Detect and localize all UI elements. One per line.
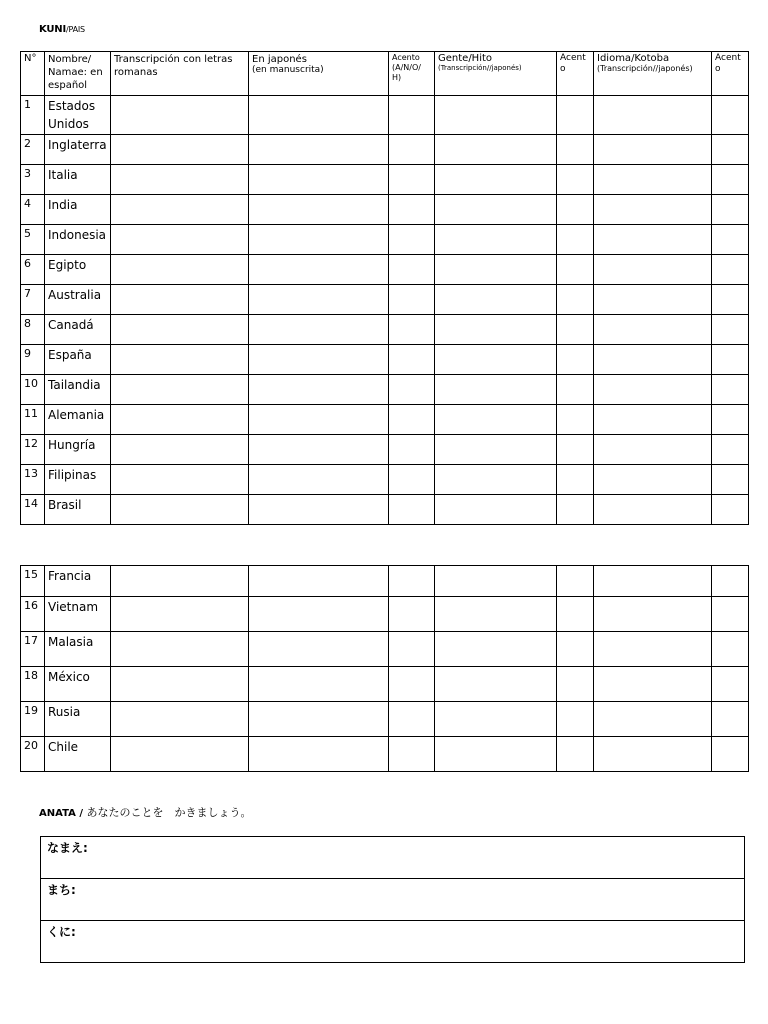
country-name: Francia [45,566,111,597]
answer-cell[interactable] [111,285,249,315]
table-row [21,345,749,375]
answer-cell[interactable] [435,135,557,165]
anata-bold: ANATA / [39,808,83,819]
table-row [21,632,749,667]
answer-cell[interactable] [712,435,749,465]
answer-cell[interactable] [389,435,435,465]
col-header-people: Gente/Hito (Transcripción//japonés) [435,52,557,96]
table-row [21,566,749,597]
answer-cell[interactable] [111,255,249,285]
answer-cell[interactable] [389,405,435,435]
row-number: 17 [21,632,45,667]
table-row [21,405,749,435]
answer-cell[interactable] [557,165,594,195]
answer-cell[interactable] [389,667,435,702]
answer-cell[interactable] [712,667,749,702]
answer-cell[interactable] [249,96,389,135]
table-row [21,135,749,165]
row-number: 3 [21,165,45,195]
answer-cell[interactable] [594,435,712,465]
answer-cell[interactable] [111,566,249,597]
answer-cell[interactable] [557,597,594,632]
answer-cell[interactable] [111,495,249,525]
table-row [21,375,749,405]
answer-cell[interactable] [712,225,749,255]
row-number: 16 [21,597,45,632]
answer-cell[interactable] [557,495,594,525]
row-number: 14 [21,495,45,525]
personal-info-table [40,836,745,963]
country-name: México [45,667,111,702]
row-number: 1 [21,96,45,135]
answer-cell[interactable] [111,597,249,632]
country-name: Indonesia [45,225,111,255]
answer-cell[interactable] [389,375,435,405]
answer-cell[interactable] [435,632,557,667]
answer-cell[interactable] [111,135,249,165]
answer-cell[interactable] [249,737,389,772]
answer-cell[interactable] [249,135,389,165]
answer-cell[interactable] [712,405,749,435]
answer-cell[interactable] [712,702,749,737]
country-name: Estados Unidos [45,96,111,135]
table-row [21,255,749,285]
country-name: Rusia [45,702,111,737]
country-field[interactable]: くに: [41,921,745,963]
answer-cell[interactable] [435,165,557,195]
answer-cell[interactable] [712,566,749,597]
answer-cell[interactable] [249,255,389,285]
country-name: Filipinas [45,465,111,495]
table-row [21,225,749,255]
answer-cell[interactable] [389,225,435,255]
answer-cell[interactable] [435,225,557,255]
info-row-country [41,921,745,963]
answer-cell[interactable] [435,566,557,597]
table-row [21,195,749,225]
row-number: 9 [21,345,45,375]
answer-cell[interactable] [389,96,435,135]
answer-cell[interactable] [111,737,249,772]
answer-cell[interactable] [594,597,712,632]
col-header-romaji: Transcripción con letras romanas [111,52,249,96]
answer-cell[interactable] [557,96,594,135]
answer-cell[interactable] [111,632,249,667]
col-header-name: Nombre/ Namae: en español [45,52,111,96]
row-number: 18 [21,667,45,702]
country-name: Egipto [45,255,111,285]
answer-cell[interactable] [435,737,557,772]
town-field[interactable]: まち: [41,879,745,921]
table-row [21,465,749,495]
answer-cell[interactable] [712,495,749,525]
answer-cell[interactable] [594,225,712,255]
answer-cell[interactable] [557,667,594,702]
answer-cell[interactable] [594,135,712,165]
country-name: Tailandia [45,375,111,405]
table-row [21,667,749,702]
table-row [21,315,749,345]
answer-cell[interactable] [111,195,249,225]
country-name: Alemania [45,405,111,435]
answer-cell[interactable] [712,285,749,315]
answer-cell[interactable] [594,375,712,405]
country-name: Vietnam [45,597,111,632]
countries-table-1 [20,51,749,525]
answer-cell[interactable] [111,465,249,495]
row-number: 12 [21,435,45,465]
answer-cell[interactable] [249,225,389,255]
table-row [21,435,749,465]
answer-cell[interactable] [712,255,749,285]
answer-cell[interactable] [389,702,435,737]
answer-cell[interactable] [712,737,749,772]
answer-cell[interactable] [249,632,389,667]
answer-cell[interactable] [594,737,712,772]
answer-cell[interactable] [389,345,435,375]
table-row [21,597,749,632]
info-row-town [41,879,745,921]
page-title [39,24,85,35]
col-header-japanese: En japonés (en manuscrita) [249,52,389,96]
answer-cell[interactable] [557,375,594,405]
table-row [21,285,749,315]
row-number: 7 [21,285,45,315]
answer-cell[interactable] [594,632,712,667]
answer-cell[interactable] [557,702,594,737]
answer-cell[interactable] [249,345,389,375]
answer-cell[interactable] [557,632,594,667]
answer-cell[interactable] [594,345,712,375]
country-name: Hungría [45,435,111,465]
answer-cell[interactable] [435,667,557,702]
col-header-accent-3: Acent o [712,52,749,96]
answer-cell[interactable] [111,315,249,345]
answer-cell[interactable] [594,667,712,702]
answer-cell[interactable] [557,345,594,375]
answer-cell[interactable] [594,465,712,495]
answer-cell[interactable] [712,135,749,165]
countries-table-2 [20,565,749,772]
answer-cell[interactable] [712,165,749,195]
row-number: 11 [21,405,45,435]
row-number: 2 [21,135,45,165]
answer-cell[interactable] [249,667,389,702]
answer-cell[interactable] [249,195,389,225]
answer-cell[interactable] [435,405,557,435]
table-row [21,96,749,135]
answer-cell[interactable] [435,255,557,285]
col-header-accent: Acento (A/N/O/ H) [389,52,435,96]
table-row [21,737,749,772]
answer-cell[interactable] [111,345,249,375]
table-row [21,165,749,195]
col-header-language: Idioma/Kotoba (Transcripción//japonés) [594,52,712,96]
answer-cell[interactable] [249,405,389,435]
answer-cell[interactable] [389,737,435,772]
answer-cell[interactable] [557,255,594,285]
col-header-number: N° [21,52,45,96]
title-bold: KUNI [39,24,66,35]
answer-cell[interactable] [712,345,749,375]
answer-cell[interactable] [389,566,435,597]
answer-cell[interactable] [389,315,435,345]
country-name: Chile [45,737,111,772]
answer-cell[interactable] [594,195,712,225]
country-name: Italia [45,165,111,195]
row-number: 20 [21,737,45,772]
row-number: 8 [21,315,45,345]
row-number: 4 [21,195,45,225]
answer-cell[interactable] [389,195,435,225]
answer-cell[interactable] [557,285,594,315]
answer-cell[interactable] [435,702,557,737]
answer-cell[interactable] [712,96,749,135]
anata-heading [39,804,252,820]
country-name: Brasil [45,495,111,525]
answer-cell[interactable] [712,375,749,405]
answer-cell[interactable] [389,597,435,632]
answer-cell[interactable] [435,375,557,405]
answer-cell[interactable] [557,435,594,465]
answer-cell[interactable] [249,375,389,405]
answer-cell[interactable] [557,566,594,597]
answer-cell[interactable] [389,465,435,495]
answer-cell[interactable] [389,285,435,315]
answer-cell[interactable] [594,285,712,315]
answer-cell[interactable] [249,702,389,737]
answer-cell[interactable] [111,702,249,737]
info-row-name [41,837,745,879]
row-number: 15 [21,566,45,597]
answer-cell[interactable] [557,195,594,225]
answer-cell[interactable] [111,435,249,465]
answer-cell[interactable] [389,165,435,195]
name-field[interactable]: なまえ: [41,837,745,879]
answer-cell[interactable] [594,495,712,525]
row-number: 10 [21,375,45,405]
answer-cell[interactable] [249,566,389,597]
table-row [21,495,749,525]
country-name: España [45,345,111,375]
answer-cell[interactable] [712,315,749,345]
answer-cell[interactable] [111,667,249,702]
answer-cell[interactable] [389,632,435,667]
country-name: India [45,195,111,225]
answer-cell[interactable] [435,96,557,135]
answer-cell[interactable] [389,135,435,165]
answer-cell[interactable] [249,165,389,195]
answer-cell[interactable] [389,255,435,285]
country-name: Inglaterra [45,135,111,165]
answer-cell[interactable] [594,405,712,435]
answer-cell[interactable] [435,435,557,465]
answer-cell[interactable] [557,737,594,772]
answer-cell[interactable] [557,405,594,435]
country-name: Malasia [45,632,111,667]
answer-cell[interactable] [111,165,249,195]
answer-cell[interactable] [435,495,557,525]
answer-cell[interactable] [249,315,389,345]
answer-cell[interactable] [557,315,594,345]
col-header-accent-2: Acent o [557,52,594,96]
answer-cell[interactable] [435,465,557,495]
row-number: 6 [21,255,45,285]
answer-cell[interactable] [249,495,389,525]
answer-cell[interactable] [435,315,557,345]
country-name: Australia [45,285,111,315]
answer-cell[interactable] [249,465,389,495]
title-rest: /PAIS [65,25,85,34]
answer-cell[interactable] [594,165,712,195]
row-number: 5 [21,225,45,255]
answer-cell[interactable] [557,465,594,495]
answer-cell[interactable] [712,632,749,667]
answer-cell[interactable] [594,566,712,597]
answer-cell[interactable] [594,315,712,345]
answer-cell[interactable] [111,225,249,255]
row-number: 19 [21,702,45,737]
answer-cell[interactable] [249,285,389,315]
answer-cell[interactable] [249,597,389,632]
header-row [21,52,749,96]
answer-cell[interactable] [594,96,712,135]
answer-cell[interactable] [389,495,435,525]
table-row [21,702,749,737]
anata-text: あなたのことを かきましょう。 [83,806,252,819]
row-number: 13 [21,465,45,495]
answer-cell[interactable] [594,255,712,285]
answer-cell[interactable] [594,702,712,737]
answer-cell[interactable] [557,135,594,165]
answer-cell[interactable] [435,345,557,375]
answer-cell[interactable] [435,285,557,315]
answer-cell[interactable] [435,597,557,632]
answer-cell[interactable] [435,195,557,225]
answer-cell[interactable] [111,405,249,435]
answer-cell[interactable] [557,225,594,255]
answer-cell[interactable] [111,375,249,405]
answer-cell[interactable] [249,435,389,465]
answer-cell[interactable] [712,195,749,225]
answer-cell[interactable] [111,96,249,135]
answer-cell[interactable] [712,597,749,632]
answer-cell[interactable] [712,465,749,495]
country-name: Canadá [45,315,111,345]
